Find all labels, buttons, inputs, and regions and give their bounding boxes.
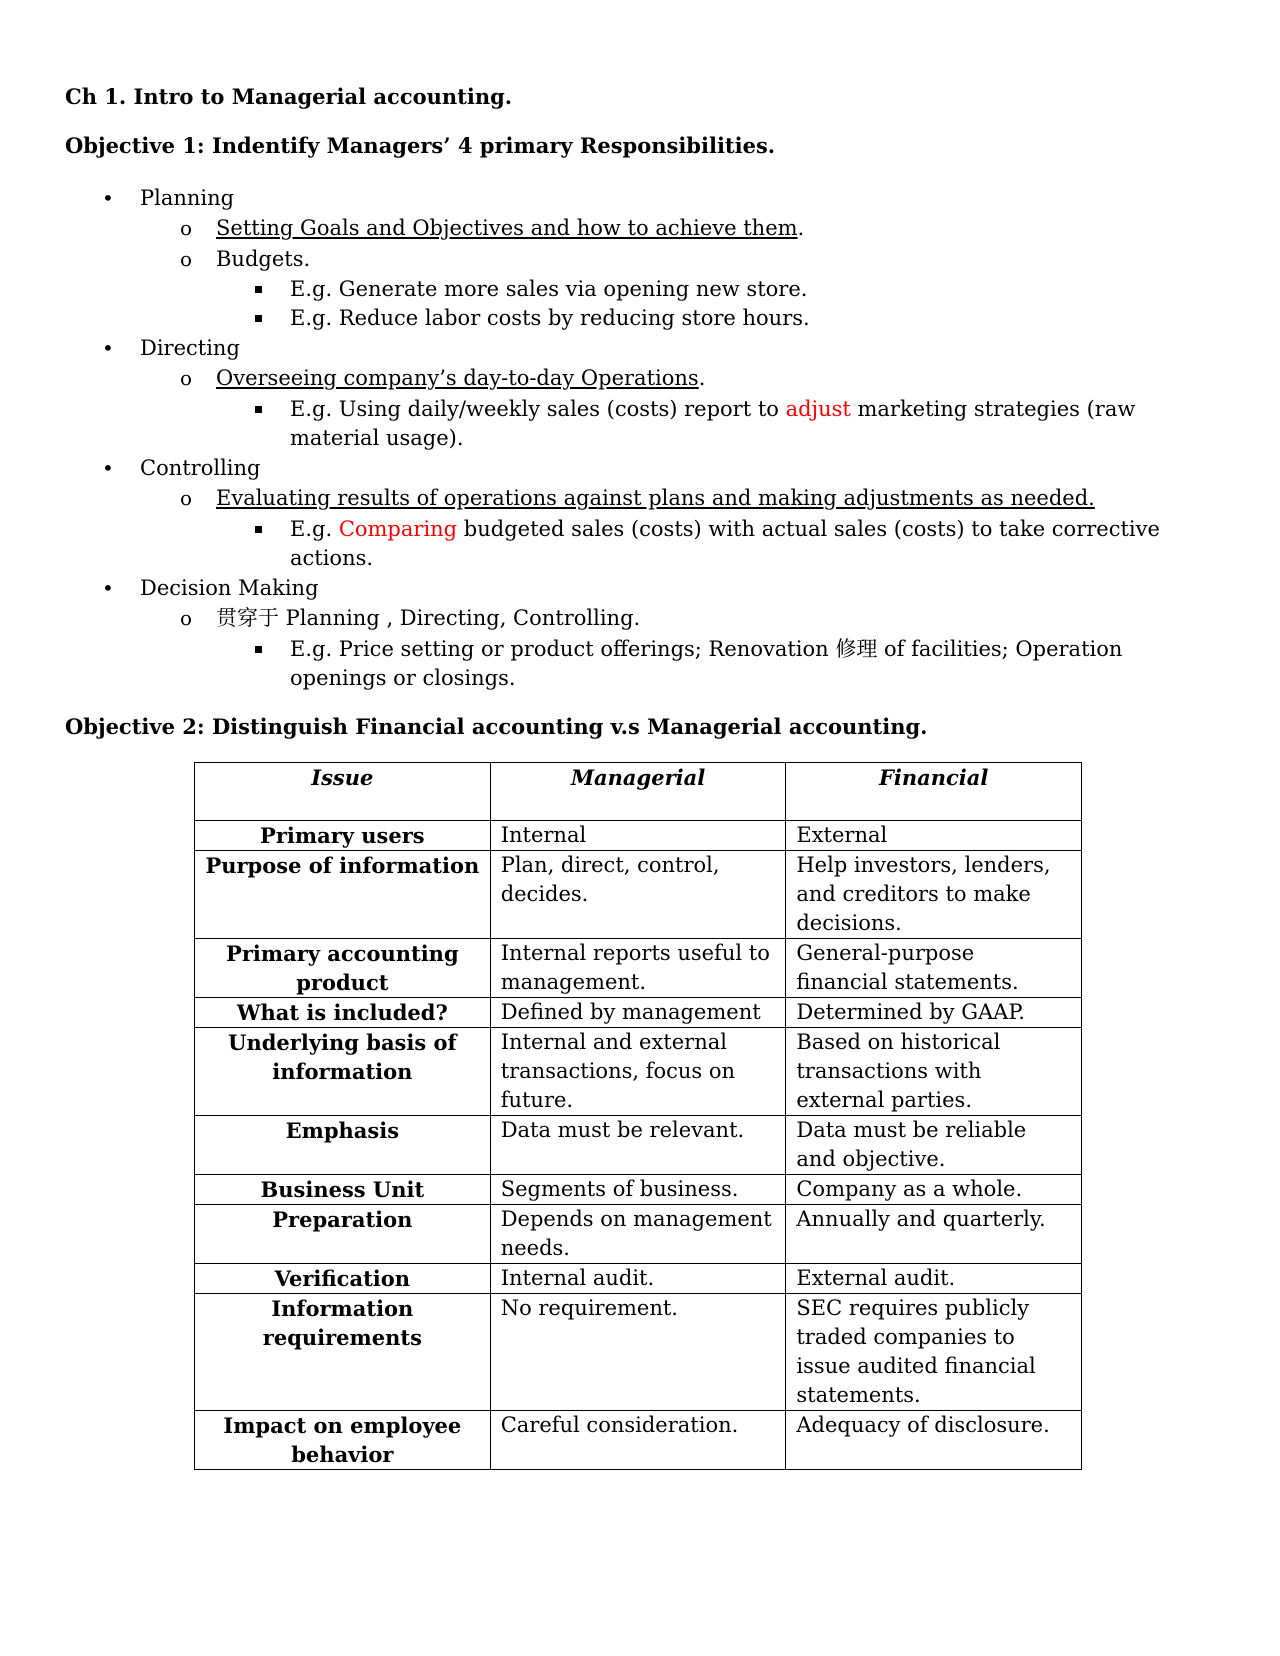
row-issue: Business Unit	[195, 1175, 491, 1205]
planning-sub-1-end: .	[797, 216, 805, 240]
row-financial: External	[786, 821, 1082, 851]
column-header-issue: Issue	[195, 763, 491, 821]
table-row	[195, 1175, 1082, 1205]
row-issue: Primary accounting product	[195, 939, 491, 998]
row-financial: Based on historical transactions with external parties.	[786, 1028, 1082, 1116]
row-managerial: Plan, direct, control, decides.	[490, 851, 786, 939]
square-bullet-icon	[255, 286, 262, 293]
table-row	[195, 851, 1082, 939]
row-issue: Impact on employee behavior	[195, 1411, 491, 1470]
column-header-managerial: Managerial	[490, 763, 786, 821]
circle-bullet-icon: o	[180, 247, 193, 271]
directing-sub-1	[216, 364, 705, 392]
row-managerial: Segments of business.	[490, 1175, 786, 1205]
directing-example-1-a: E.g. Using daily/weekly sales (costs) report to	[290, 397, 786, 421]
table-row	[195, 939, 1082, 998]
circle-bullet-icon: o	[180, 606, 193, 630]
controlling-example-1-b: budgeted sales (costs) with actual sales (costs) to take corrective	[457, 517, 1160, 541]
row-issue: Verification	[195, 1264, 491, 1294]
responsibility-decision-making: Decision Making	[140, 576, 319, 600]
circle-bullet-icon: o	[180, 216, 193, 240]
row-financial: Company as a whole.	[786, 1175, 1082, 1205]
column-header-financial: Financial	[786, 763, 1082, 821]
decision-sub-1: 贯穿于 Planning , Directing, Controlling.	[216, 606, 641, 630]
square-bullet-icon	[255, 315, 262, 322]
row-issue: Preparation	[195, 1205, 491, 1264]
directing-example-1-highlight: adjust	[785, 397, 851, 421]
table-row	[195, 1205, 1082, 1264]
directing-sub-1-end: .	[698, 366, 706, 390]
table-row	[195, 1028, 1082, 1116]
planning-sub-1-text: Setting Goals and Objectives and how to achieve them	[216, 216, 798, 240]
row-managerial: Internal and external transactions, focus on future.	[490, 1028, 786, 1116]
row-financial: General-purpose financial statements.	[786, 939, 1082, 998]
row-financial: SEC requires publicly traded companies to issue audited financial statements.	[786, 1294, 1082, 1411]
controlling-example-1	[290, 515, 1160, 543]
row-issue: Underlying basis of information	[195, 1028, 491, 1116]
controlling-example-1-a: E.g.	[290, 517, 339, 541]
planning-sub-1	[216, 214, 804, 242]
directing-sub-1-text: Overseeing company’s day-to-day Operations	[216, 366, 699, 390]
row-issue: Emphasis	[195, 1116, 491, 1175]
row-financial: Determined by GAAP.	[786, 998, 1082, 1028]
table-row	[195, 998, 1082, 1028]
row-financial: Data must be reliable and objective.	[786, 1116, 1082, 1175]
row-managerial: No requirement.	[490, 1294, 786, 1411]
row-issue: Information requirements	[195, 1294, 491, 1411]
row-managerial: Data must be relevant.	[490, 1116, 786, 1175]
table-row	[195, 1411, 1082, 1470]
row-financial: Annually and quarterly.	[786, 1205, 1082, 1264]
decision-example-1-cont: openings or closings.	[290, 666, 516, 690]
row-managerial: Depends on management needs.	[490, 1205, 786, 1264]
responsibility-directing: Directing	[140, 336, 240, 360]
page-title: Ch 1. Intro to Managerial accounting.	[65, 84, 513, 109]
square-bullet-icon	[255, 526, 262, 533]
decision-example-1: E.g. Price setting or product offerings; Renovation 修理 of facilities; Operation	[290, 637, 1123, 661]
table-row	[195, 1116, 1082, 1175]
row-financial: External audit.	[786, 1264, 1082, 1294]
row-managerial: Internal	[490, 821, 786, 851]
circle-bullet-icon: o	[180, 366, 193, 390]
row-issue: What is included?	[195, 998, 491, 1028]
objective-1-heading: Objective 1: Indentify Managers’ 4 primary Responsibilities.	[65, 133, 776, 158]
bullet-icon: •	[102, 576, 114, 600]
table-header-row	[195, 763, 1082, 821]
comparison-table	[194, 762, 1082, 1470]
square-bullet-icon	[255, 406, 262, 413]
directing-example-1-b: marketing strategies (raw	[850, 397, 1136, 421]
row-managerial: Internal reports useful to management.	[490, 939, 786, 998]
directing-example-1	[290, 395, 1135, 423]
table-row	[195, 1294, 1082, 1411]
circle-bullet-icon: o	[180, 486, 193, 510]
row-issue: Purpose of information	[195, 851, 491, 939]
row-managerial: Careful consideration.	[490, 1411, 786, 1470]
controlling-example-1-cont: actions.	[290, 546, 374, 570]
responsibility-planning: Planning	[140, 186, 235, 210]
controlling-example-1-highlight: Comparing	[338, 517, 458, 541]
bullet-icon: •	[102, 456, 114, 480]
table-row	[195, 821, 1082, 851]
row-financial: Adequacy of disclosure.	[786, 1411, 1082, 1470]
bullet-icon: •	[102, 186, 114, 210]
planning-sub-2: Budgets.	[216, 247, 311, 271]
square-bullet-icon	[255, 646, 262, 653]
responsibility-controlling: Controlling	[140, 456, 261, 480]
row-managerial: Internal audit.	[490, 1264, 786, 1294]
planning-example-2: E.g. Reduce labor costs by reducing store hours.	[290, 306, 810, 330]
row-financial: Help investors, lenders, and creditors to make decisions.	[786, 851, 1082, 939]
controlling-sub-1: Evaluating results of operations against plans and making adjustments as needed.	[216, 486, 1095, 510]
bullet-icon: •	[102, 336, 114, 360]
table-row	[195, 1264, 1082, 1294]
row-issue: Primary users	[195, 821, 491, 851]
row-managerial: Defined by management	[490, 998, 786, 1028]
planning-example-1: E.g. Generate more sales via opening new store.	[290, 277, 808, 301]
directing-example-1-cont: material usage).	[290, 426, 464, 450]
objective-2-heading: Objective 2: Distinguish Financial accounting v.s Managerial accounting.	[65, 714, 928, 739]
